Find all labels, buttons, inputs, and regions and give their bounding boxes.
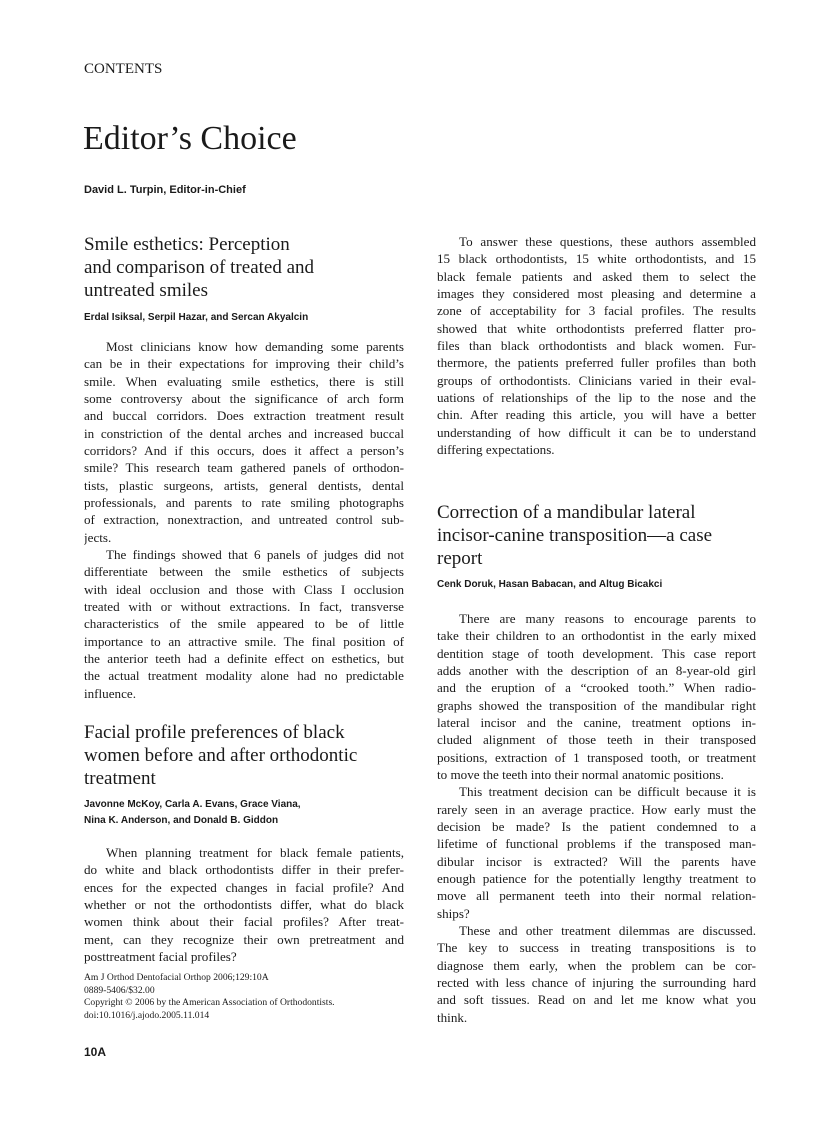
body-text-line: move all permanent teeth into their normal relation- bbox=[437, 888, 756, 904]
body-text-line: the anterior teeth had a definite effect on esthetics, but bbox=[84, 650, 404, 666]
body-text-line: 15 black orthodontists, 15 white orthodontists, and 15 bbox=[437, 251, 756, 267]
article-1-title bbox=[84, 233, 404, 303]
body-text-line: differentiate between the smile esthetics of subjects bbox=[84, 564, 404, 580]
body-text-line: differing expectations. bbox=[437, 441, 555, 457]
article-3-title bbox=[437, 501, 756, 571]
article-3-authors bbox=[437, 577, 756, 593]
body-text-line: characteristics of the smile appeared to be of little bbox=[84, 616, 404, 632]
body-text-line: importance to an attractive smile. The final position of bbox=[84, 633, 404, 649]
title-line: report bbox=[437, 548, 483, 570]
citation-line: doi:10.1016/j.ajodo.2005.11.014 bbox=[84, 1010, 210, 1022]
body-text-line: professionals, and parents to rate smiling photographs bbox=[84, 494, 404, 510]
article-2-authors bbox=[84, 797, 404, 829]
body-text-line: graphs showed the transposition of the mandibular right bbox=[437, 697, 756, 713]
body-text-line: can be in their expectations for improving their child’s bbox=[84, 356, 404, 372]
body-text-line: corridors? And if this occurs, does it affect a person’s bbox=[84, 442, 404, 458]
body-text-line: smile? This research team gathered panels of orthodon- bbox=[84, 460, 404, 476]
citation-line: Copyright © 2006 by the American Association of Orthodontists. bbox=[84, 997, 335, 1009]
article-3-body bbox=[437, 610, 756, 1026]
body-text-line: dibular incisor is extracted? Will the parents have bbox=[437, 853, 756, 869]
body-text-line: Most clinicians know how demanding some parents bbox=[106, 339, 404, 354]
body-text-line: influence. bbox=[84, 685, 136, 701]
body-text-line: cluded alignment of those teeth in their transposed bbox=[437, 732, 756, 748]
body-text-line: to move the teeth into their normal anatomic positions. bbox=[437, 766, 724, 782]
body-text-line: adds another with the description of an 8-year-old girl bbox=[437, 662, 756, 678]
body-text-line: dentition stage of tooth development. This case report bbox=[437, 645, 756, 661]
body-text-line: and buccal corridors. Does extraction treatment result bbox=[84, 408, 404, 424]
body-text-line: tists, plastic surgeons, artists, general dentists, dental bbox=[84, 477, 404, 493]
body-text-line: do white and black orthodontists differ in their prefer- bbox=[84, 862, 404, 878]
body-text-line: of extraction, nonextraction, and untreated control sub- bbox=[84, 512, 404, 528]
authors-line: Erdal Isiksal, Serpil Hazar, and Sercan Akyalcin bbox=[84, 312, 309, 323]
body-text-line: showed that white orthodontists preferred flatter pro- bbox=[437, 320, 756, 336]
body-text-line: images they considered most pleasing and determine a bbox=[437, 285, 756, 301]
body-text-line: The findings showed that 6 panels of judges did not bbox=[106, 546, 404, 562]
body-text-line: files than black orthodontists and black women. Fur- bbox=[437, 337, 756, 353]
body-text-line: To answer these questions, these authors assembled bbox=[459, 234, 756, 249]
body-text-line: groups of orthodontists. Clinicians varied in their eval- bbox=[437, 372, 756, 388]
article-1-body bbox=[84, 338, 404, 702]
title-line: untreated smiles bbox=[84, 280, 208, 302]
body-text-line: understanding of how difficult it can be to understand bbox=[437, 424, 756, 440]
body-text-line: whether or not the orthodontists differ, what do black bbox=[84, 896, 404, 912]
body-text-line: There are many reasons to encourage parents to bbox=[459, 611, 756, 626]
body-text-line: ment, can they recognize their own pretreatment and bbox=[84, 931, 404, 947]
body-text-line: women think about their facial profiles? After treat- bbox=[84, 914, 404, 930]
body-text-line: in constriction of the dental arches and increased buccal bbox=[84, 425, 404, 441]
body-text-line: some controversy about the significance of arch form bbox=[84, 390, 404, 406]
page-number: 10A bbox=[84, 1045, 107, 1059]
authors-line: Cenk Doruk, Hasan Babacan, and Altug Bicakci bbox=[437, 579, 663, 590]
body-text-line: black female patients and asked them to select the bbox=[437, 268, 756, 284]
article-2-title bbox=[84, 721, 404, 791]
authors-line: Javonne McKoy, Carla A. Evans, Grace Viana, bbox=[84, 799, 301, 810]
body-text-line: thermore, the patients preferred fuller profiles than both bbox=[437, 355, 756, 371]
body-text-line: ences for the expected changes in facial profile? And bbox=[84, 879, 404, 895]
body-text-line: enough patience for the potentially lengthy treatment to bbox=[437, 870, 756, 886]
body-text-line: When planning treatment for black female patients, bbox=[106, 845, 404, 860]
body-text-line: the actual treatment modality alone had no predictable bbox=[84, 668, 404, 684]
body-text-line: with ideal occlusion and those with Class I occlusion bbox=[84, 581, 404, 597]
citation-line: 0889-5406/$32.00 bbox=[84, 984, 155, 996]
body-text-line: jects. bbox=[84, 529, 112, 545]
body-text-line: rected with less chance of injuring the surrounding hard bbox=[437, 974, 756, 990]
title-line: Correction of a mandibular lateral bbox=[437, 502, 696, 523]
title-line: Facial profile preferences of black bbox=[84, 722, 345, 743]
body-text-line: and soft tissues. Read on and let me know what you bbox=[437, 992, 756, 1008]
body-text-line: lateral incisor and the canine, treatment options in- bbox=[437, 714, 756, 730]
body-text-line: This treatment decision can be difficult because it is bbox=[459, 784, 756, 800]
body-text-line: take their children to an orthodontist in the early mixed bbox=[437, 628, 756, 644]
authors-line: Nina K. Anderson, and Donald B. Giddon bbox=[84, 815, 279, 826]
section-label: CONTENTS bbox=[84, 61, 163, 77]
body-text-line: lifetime of functional problems if the transposed man- bbox=[437, 836, 756, 852]
body-text-line: rarely seen in an average practice. How early must the bbox=[437, 801, 756, 817]
body-text-line: ships? bbox=[437, 905, 470, 921]
editor-byline: David L. Turpin, Editor-in-Chief bbox=[84, 184, 246, 196]
body-text-line: decision be made? Is the patient condemned to a bbox=[437, 818, 756, 834]
citation-line: Am J Orthod Dentofacial Orthop 2006;129:10A bbox=[84, 972, 269, 983]
body-text-line: chin. After reading this article, you will have a better bbox=[437, 407, 756, 423]
page-title: Editor’s Choice bbox=[83, 120, 297, 157]
body-text-line: These and other treatment dilemmas are discussed. bbox=[459, 922, 756, 938]
body-text-line: think. bbox=[437, 1009, 468, 1025]
title-line: incisor-canine transposition—a case bbox=[437, 525, 713, 547]
body-text-line: and the eruption of a “crooked tooth.” When radio- bbox=[437, 680, 756, 696]
title-line: women before and after orthodontic bbox=[84, 745, 358, 767]
title-line: treatment bbox=[84, 768, 156, 790]
body-text-line: The key to success in treating transpositions is to bbox=[437, 940, 756, 956]
body-text-line: uations of relationships of the lip to the nose and the bbox=[437, 389, 756, 405]
title-line: Smile esthetics: Perception bbox=[84, 234, 290, 255]
body-text-line: positions, extraction of 1 transposed tooth, or treatment bbox=[437, 749, 756, 765]
article-2-body-left bbox=[84, 844, 404, 965]
body-text-line: treated with or without extractions. In fact, transverse bbox=[84, 598, 404, 614]
article-2-body-right bbox=[437, 233, 756, 458]
body-text-line: smile. When evaluating smile esthetics, there is still bbox=[84, 373, 404, 389]
citation bbox=[84, 972, 404, 1023]
article-1-authors bbox=[84, 310, 404, 326]
body-text-line: diagnose them early, when the problem can be cor- bbox=[437, 957, 756, 973]
body-text-line: zone of acceptability for 3 facial profiles. The results bbox=[437, 303, 756, 319]
body-text-line: posttreatment facial profiles? bbox=[84, 948, 237, 964]
title-line: and comparison of treated and bbox=[84, 257, 315, 279]
